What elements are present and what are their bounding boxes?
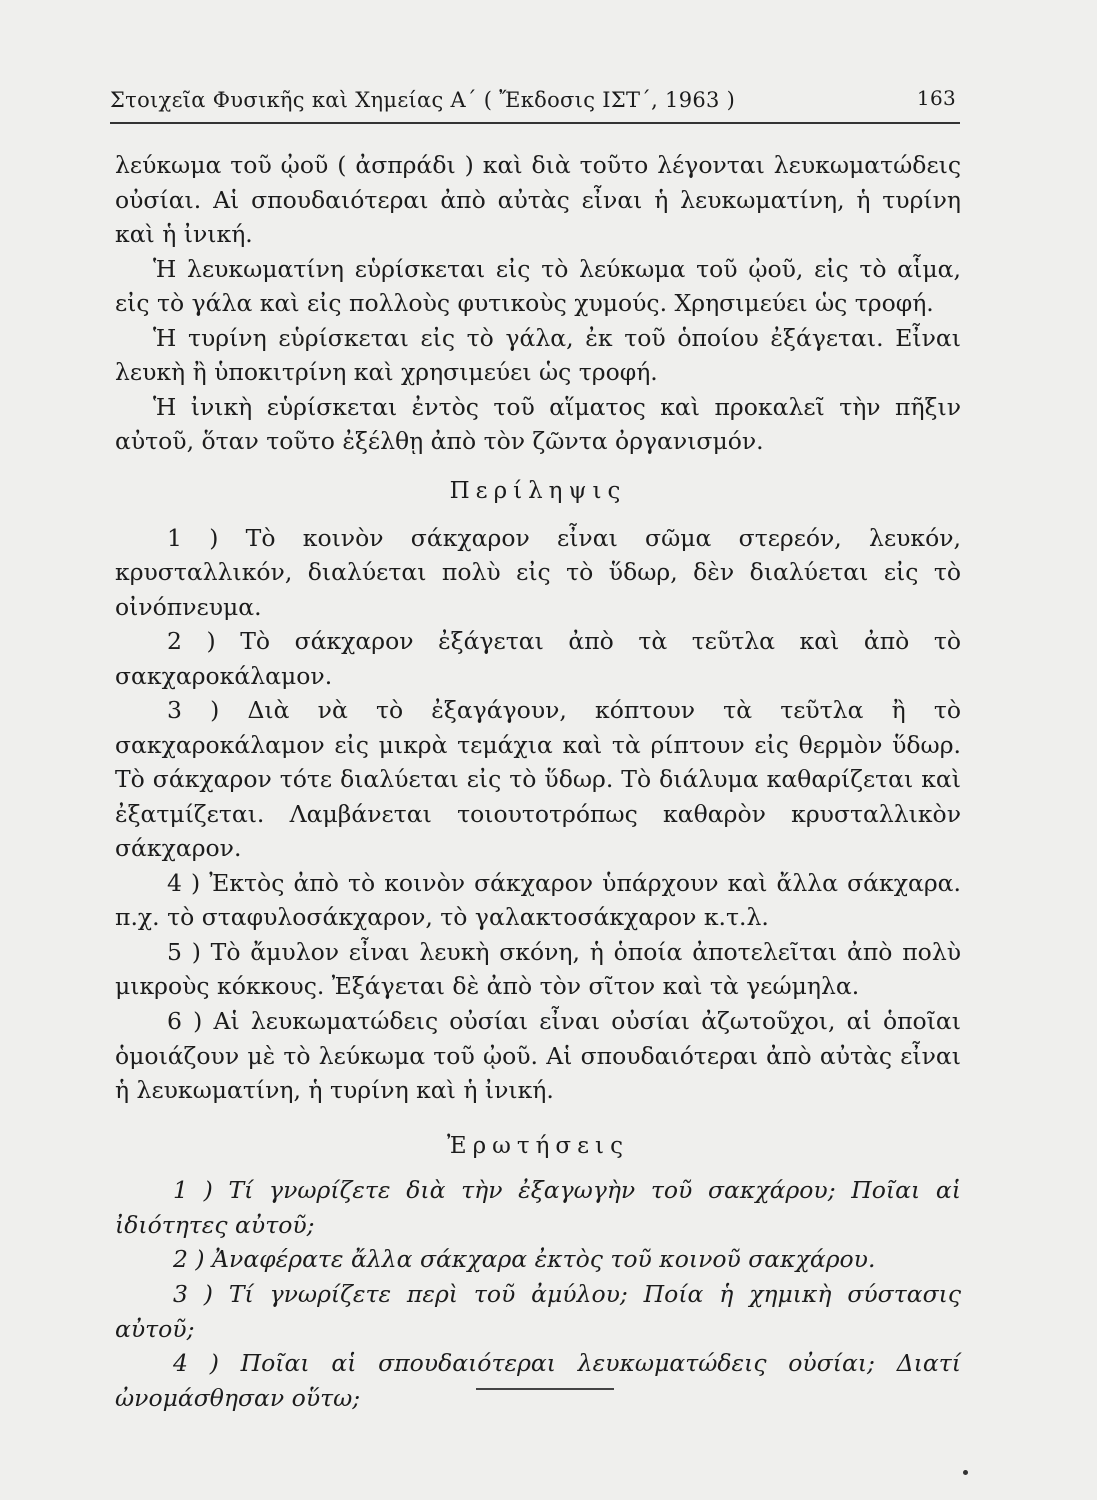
summary-item: 4 ) Ἐκτὸς ἀπὸ τὸ κοινὸν σάκχαρον ὑπάρχουν καὶ ἄλλα σάκχαρα. π.χ. τὸ σταφυλοσάκχαρον, τὸ γαλακτοσάκχαρον κ.τ.λ. <box>115 868 961 932</box>
header-rule <box>110 122 960 124</box>
question-item: 2 ) Ἀναφέρατε ἄλλα σάκχαρα ἐκτὸς τοῦ κοινοῦ σακχάρου. <box>173 1245 876 1274</box>
header-title: Στοιχεῖα Φυσικῆς καὶ Χημείας Α΄ ( Ἔκδοσις ΙΣΤ΄, 1963 ) <box>110 88 736 112</box>
page-number: 163 <box>916 86 956 110</box>
running-header <box>110 86 960 118</box>
paragraph: λεύκωμα τοῦ ᾠοῦ ( ἀσπράδι ) καὶ διὰ τοῦτο λέγονται λευκωματώδεις οὐσίαι. Αἱ σπουδαιότεραι ἀπὸ αὐτὰς εἶναι ἡ λευκωματίνη, ἡ τυρίνη καὶ ἡ ἰνική. <box>115 151 961 249</box>
summary-item: 3 ) Διὰ νὰ τὸ ἐξαγάγουν, κόπτουν τὰ τεῦτλα ἢ τὸ σακχαροκάλαμον εἰς μικρὰ τεμάχια καὶ τὰ ρίπτουν εἰς θερμὸν ὕδωρ. Τὸ σάκχαρον τότε διαλύεται εἰς τὸ ὕδωρ. Τὸ διάλυμα καθαρίζεται καὶ ἐξατμίζεται. Λαμβάνεται τοιουτοτρόπως καθαρὸν κρυσταλλικὸν σάκχαρον. <box>115 696 961 863</box>
question-item: 1 ) Τί γνωρίζετε διὰ τὴν ἐξαγωγὴν τοῦ σακχάρου; Ποῖαι αἱ ἰδιότητες αὐτοῦ; <box>115 1176 961 1239</box>
paragraph: Ἡ λευκωματίνη εὑρίσκεται εἰς τὸ λεύκωμα τοῦ ᾠοῦ, εἰς τὸ αἷμα, εἰς τὸ γάλα καὶ εἰς πολλοὺς φυτικοὺς χυμούς. Χρησιμεύει ὡς τροφή. <box>115 254 961 318</box>
paragraph: Ἡ τυρίνη εὑρίσκεται εἰς τὸ γάλα, ἐκ τοῦ ὁποίου ἐξάγεται. Εἶναι λευκὴ ἢ ὑποκιτρίνη καὶ χρησιμεύει ὡς τροφή. <box>115 323 961 387</box>
questions-heading: Ἐρωτήσεις <box>447 1132 629 1159</box>
summary-heading: Περίληψις <box>449 477 627 504</box>
question-item: 4 ) Ποῖαι αἱ σπουδαιότεραι λευκωματώδεις οὐσίαι; Διατί ὠνομάσθησαν οὕτω; <box>115 1349 961 1412</box>
summary-item: 6 ) Αἱ λευκωματώδεις οὐσίαι εἶναι οὐσίαι ἀζωτοῦχοι, αἱ ὁποῖαι ὁμοιάζουν μὲ τὸ λεύκωμα τοῦ ᾠοῦ. Αἱ σπουδαιότεραι ἀπὸ αὐτὰς εἶναι ἡ λευκωματίνη, ἡ τυρίνη καὶ ἡ ἰνική. <box>115 1007 961 1105</box>
summary-item: 5 ) Τὸ ἄμυλον εἶναι λευκὴ σκόνη, ἡ ὁποία ἀποτελεῖται ἀπὸ πολὺ μικροὺς κόκκους. Ἐξάγεται δὲ ἀπὸ τὸν σῖτον καὶ τὰ γεώμηλα. <box>115 937 961 1001</box>
summary-item: 2 ) Τὸ σάκχαρον ἐξάγεται ἀπὸ τὰ τεῦτλα καὶ ἀπὸ τὸ σακχαροκάλαμον. <box>115 627 961 690</box>
print-speck <box>963 1470 968 1475</box>
end-rule <box>476 1388 614 1390</box>
page-body <box>115 148 961 1415</box>
paragraph: Ἡ ἰνικὴ εὑρίσκεται ἐντὸς τοῦ αἵματος καὶ προκαλεῖ τὴν πῆξιν αὐτοῦ, ὅταν τοῦτο ἐξέλθῃ ἀπὸ τὸν ζῶντα ὀργανισμόν. <box>115 392 961 456</box>
summary-item: 1 ) Τὸ κοινὸν σάκχαρον εἶναι σῶμα στερεόν, λευκόν, κρυσταλλικόν, διαλύεται πολὺ εἰς τὸ ὕδωρ, δὲν διαλύεται εἰς τὸ οἰνόπνευμα. <box>115 523 961 621</box>
question-item: 3 ) Τί γνωρίζετε περὶ τοῦ ἀμύλου; Ποία ἡ χημικὴ σύστασις αὐτοῦ; <box>115 1280 961 1343</box>
